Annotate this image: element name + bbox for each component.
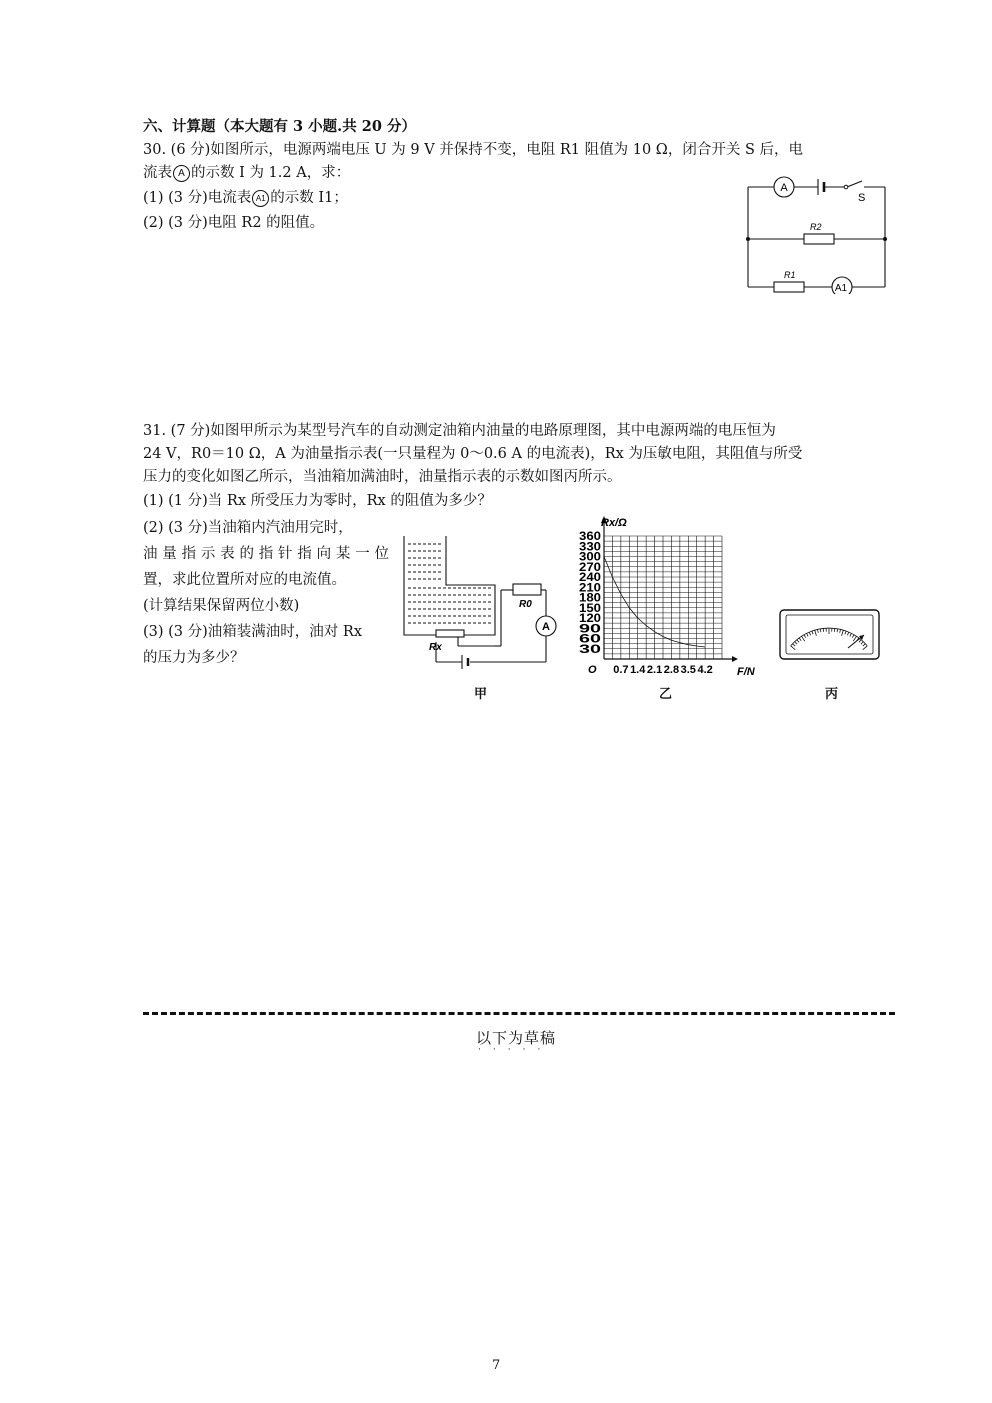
chart-y-tick-labels bbox=[579, 529, 602, 656]
page-number: 7 bbox=[492, 1358, 501, 1373]
q30-sub1-text-b: 的示数 I1； bbox=[270, 190, 348, 206]
chart-y-tick-label: 330 bbox=[579, 539, 602, 554]
q30-sub1-text-a: (1) (3 分)电流表 bbox=[143, 190, 252, 206]
circuit-ammeter-a1 bbox=[832, 277, 852, 294]
q30-line1: 30. (6 分)如图所示，电源两端电压 U 为 9 V 并保持不变，电阻 R1 阻值为 10 Ω，闭合开关 S 后，电 bbox=[143, 142, 803, 158]
fig-jia-ammeter bbox=[536, 616, 556, 636]
circuit-r1-label: R1 bbox=[784, 270, 796, 280]
chart-x-label: F/N bbox=[737, 666, 755, 678]
q31-line3: 压力的变化如图乙所示，当油箱加满油时，油量指示表的示数如图丙所示。 bbox=[143, 469, 622, 485]
chart-grid bbox=[604, 536, 722, 659]
section-title: 六、计算题（本大题有 3 小题.共 20 分） bbox=[143, 118, 417, 135]
tank-oil-liquid bbox=[408, 544, 492, 623]
chart-x-tick-labels bbox=[613, 664, 713, 676]
fig-jia-label: 甲 bbox=[474, 687, 488, 702]
fig-yi-chart bbox=[574, 512, 764, 680]
chart-y-tick-label: 150 bbox=[579, 600, 602, 615]
q30-circuit-diagram bbox=[740, 172, 892, 294]
fig-yi-label: 乙 bbox=[659, 687, 673, 702]
q31-sub2-line2: 油量指示表的指针指向某一位 bbox=[143, 546, 389, 562]
q30-line2-text-b: 的示数 I 为 1.2 A，求： bbox=[191, 165, 351, 181]
fig-jia-tank-circuit bbox=[398, 530, 558, 670]
chart-x-tick-label: 2.8 bbox=[663, 664, 680, 676]
ammeter-a1-symbol: A1 bbox=[252, 190, 269, 207]
chart-y-tick-label: 120 bbox=[579, 611, 602, 625]
chart-y-tick-label: 30 bbox=[579, 641, 602, 656]
q31-sub3-line2: 的压力为多少？ bbox=[143, 650, 245, 666]
svg-text:A1: A1 bbox=[834, 283, 848, 294]
circuit-r2-label: R2 bbox=[810, 222, 822, 232]
chart-axes bbox=[601, 516, 738, 662]
q31-sub3-line1: (3) (3 分)油箱装满油时，油对 Rx bbox=[143, 624, 363, 640]
q31-sub1: (1) (1 分)当 Rx 所受压力为零时，Rx 的阻值为多少？ bbox=[143, 493, 492, 509]
chart-y-tick-label: 300 bbox=[579, 549, 602, 564]
svg-text:A: A bbox=[542, 621, 550, 633]
chart-y-tick-label: 90 bbox=[579, 621, 602, 636]
chart-y-tick-label: 360 bbox=[579, 529, 602, 543]
q30-line2-text-a: 流表 bbox=[143, 165, 172, 181]
chart-y-tick-label: 210 bbox=[579, 580, 602, 595]
scratch-emphasis-dots: ····· bbox=[478, 1045, 553, 1055]
chart-x-tick-label: 4.2 bbox=[697, 664, 713, 676]
fig-bing-meter bbox=[778, 608, 882, 662]
fig-jia-r0-label: R0 bbox=[519, 599, 532, 610]
scratch-label: 以下为草稿 bbox=[476, 1029, 557, 1047]
q31-line1: 31. (7 分)如图甲所示为某型号汽车的自动测定油箱内油量的电路原理图，其中电源两端的电压恒为 bbox=[143, 423, 776, 439]
ammeter-a-symbol: A bbox=[173, 165, 190, 182]
q30-sub1 bbox=[143, 187, 348, 209]
fig-jia-rx-label: Rx bbox=[429, 642, 442, 653]
scratch-divider bbox=[143, 1012, 895, 1015]
chart-x-tick-label: 2.1 bbox=[646, 664, 663, 676]
q31-sub2-line4: (计算结果保留两位小数) bbox=[143, 598, 300, 614]
circuit-switch-label: S bbox=[858, 192, 866, 204]
q31-sub2-line3: 置，求此位置所对应的电流值。 bbox=[143, 572, 346, 588]
circuit-ammeter-a bbox=[774, 177, 794, 197]
q30-line2 bbox=[143, 162, 350, 184]
q30-sub2: (2) (3 分)电阻 R2 的阻值。 bbox=[143, 215, 325, 231]
chart-y-tick-label: 180 bbox=[579, 590, 602, 605]
fig-bing-label: 丙 bbox=[825, 687, 839, 702]
chart-x-tick-label: 1.4 bbox=[630, 664, 646, 676]
svg-text:A: A bbox=[780, 182, 788, 194]
chart-y-tick-label: 270 bbox=[579, 559, 602, 574]
q31-line2: 24 V，R0＝10 Ω，A 为油量指示表(一只量程为 0～0.6 A 的电流表)，Rx 为压敏电阻，其阻值与所受 bbox=[143, 446, 803, 462]
chart-y-tick-label: 240 bbox=[579, 570, 602, 584]
chart-origin-label: O bbox=[588, 664, 597, 676]
chart-x-axis-arrow bbox=[732, 656, 738, 662]
chart-y-tick-label: 60 bbox=[579, 631, 602, 646]
q31-sub2-line1: (2) (3 分)当油箱内汽油用完时， bbox=[143, 520, 353, 536]
chart-y-label: Rx/Ω bbox=[601, 517, 627, 529]
chart-x-tick-label: 3.5 bbox=[680, 664, 696, 676]
chart-x-tick-label: 0.7 bbox=[613, 664, 629, 676]
